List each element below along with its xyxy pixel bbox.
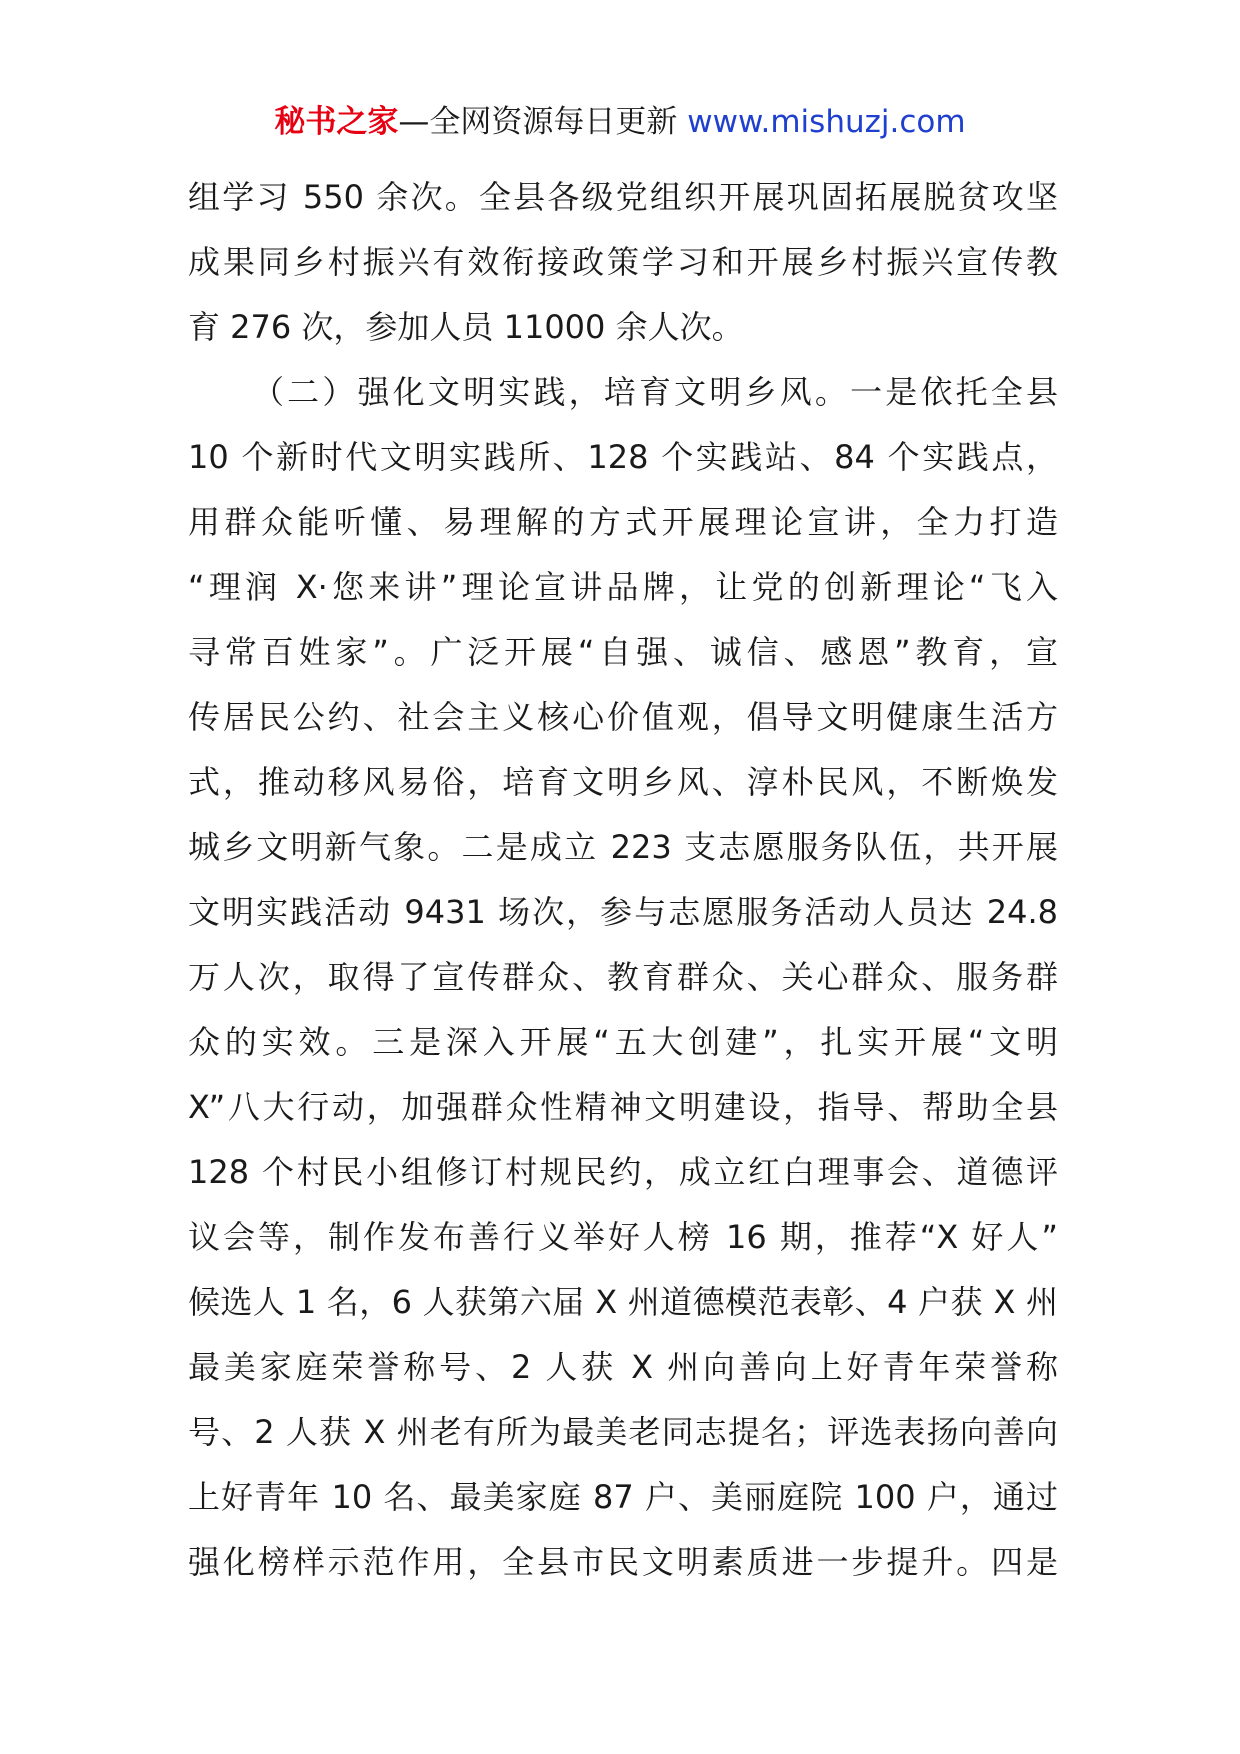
text-line: 10 个新时代文明实践所、128 个实践站、84 个实践点， bbox=[188, 438, 1058, 476]
text-line: 传居民公约、社会主义核心价值观，倡导文明健康生活方 bbox=[188, 698, 1058, 736]
text-line: 众的实效。三是深入开展“五大创建”，扎实开展“文明 bbox=[188, 1023, 1058, 1061]
text-line: 式，推动移风易俗，培育文明乡风、淳朴民风，不断焕发 bbox=[188, 763, 1058, 801]
text-line: 组学习 550 余次。全县各级党组织开展巩固拓展脱贫攻坚 bbox=[188, 178, 1058, 216]
site-tagline: —全网资源每日更新 bbox=[398, 104, 688, 140]
text-line: 城乡文明新气象。二是成立 223 支志愿服务队伍，共开展 bbox=[188, 828, 1058, 866]
site-header bbox=[0, 100, 1240, 144]
text-line: 候选人 1 名，6 人获第六届 X 州道德模范表彰、4 户获 X 州 bbox=[188, 1283, 1058, 1321]
text-line: X”八大行动，加强群众性精神文明建设，指导、帮助全县 bbox=[188, 1088, 1058, 1126]
text-line: 育 276 次，参加人员 11000 余人次。 bbox=[188, 308, 744, 346]
text-line: 议会等，制作发布善行义举好人榜 16 期，推荐“X 好人” bbox=[188, 1218, 1058, 1256]
text-line: 强化榜样示范作用，全县市民文明素质进一步提升。四是 bbox=[188, 1543, 1058, 1581]
paragraph-first-line: （二）强化文明实践，培育文明乡风。一是依托全县 bbox=[252, 373, 1058, 411]
text-line: 128 个村民小组修订村规民约，成立红白理事会、道德评 bbox=[188, 1153, 1058, 1191]
text-line: 用群众能听懂、易理解的方式开展理论宣讲，全力打造 bbox=[188, 503, 1058, 541]
site-brand: 秘书之家 bbox=[274, 104, 399, 140]
text-line: 上好青年 10 名、最美家庭 87 户、美丽庭院 100 户，通过 bbox=[188, 1478, 1058, 1516]
text-line: 文明实践活动 9431 场次，参与志愿服务活动人员达 24.8 bbox=[188, 893, 1058, 931]
text-line: 最美家庭荣誉称号、2 人获 X 州向善向上好青年荣誉称 bbox=[188, 1348, 1058, 1386]
text-line: 寻常百姓家”。广泛开展“自强、诚信、感恩”教育，宣 bbox=[188, 633, 1058, 671]
text-line: 万人次，取得了宣传群众、教育群众、关心群众、服务群 bbox=[188, 958, 1058, 996]
document-body bbox=[188, 165, 1058, 1595]
text-line: 成果同乡村振兴有效衔接政策学习和开展乡村振兴宣传教 bbox=[188, 243, 1058, 281]
text-line: “理润 X·您来讲”理论宣讲品牌，让党的创新理论“飞入 bbox=[188, 568, 1058, 606]
site-url-link[interactable]: www.mishuzj.com bbox=[687, 104, 966, 140]
text-line: 号、2 人获 X 州老有所为最美老同志提名；评选表扬向善向 bbox=[188, 1413, 1058, 1451]
